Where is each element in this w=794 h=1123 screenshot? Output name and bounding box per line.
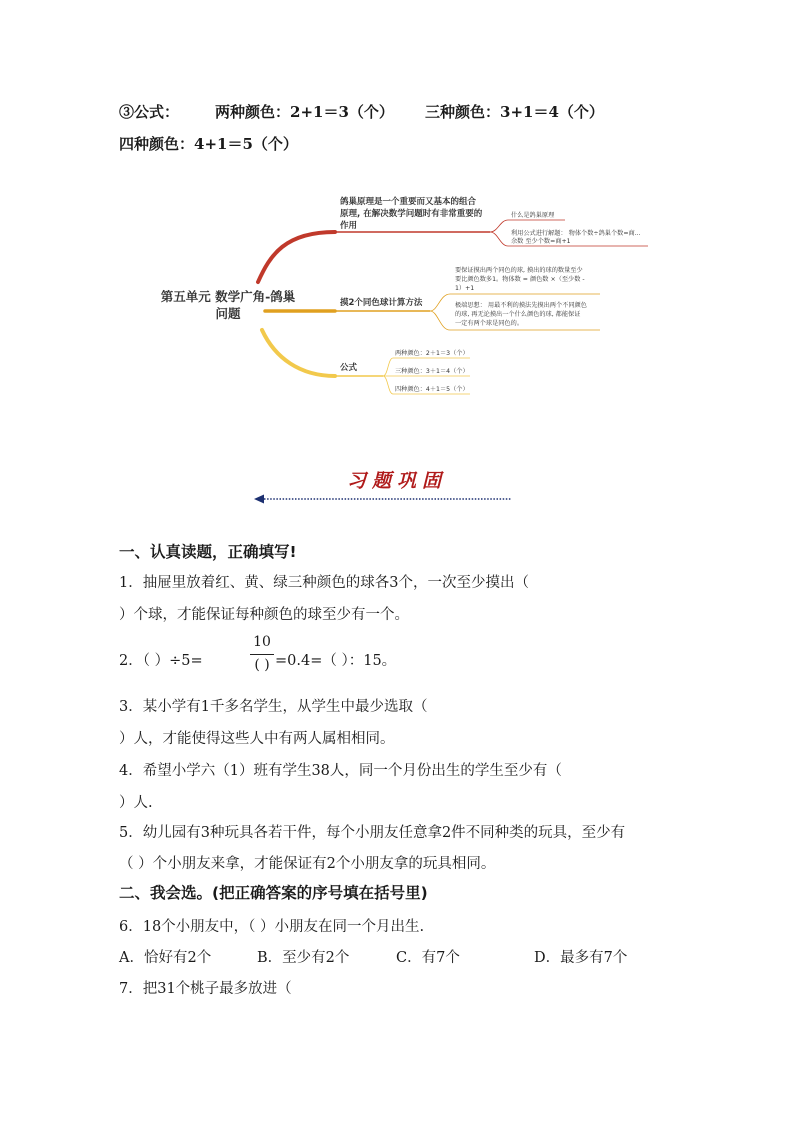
q6-stem: 6．18个小朋友中，（ ）小朋友在同一个月出生. xyxy=(119,919,425,935)
formula-label: ③公式： xyxy=(119,103,180,121)
branch2-leaf2-1: 极端思想： 用最不利的摸法先摸出两个不同颜色 xyxy=(455,302,587,309)
q5-line2: （ ）个小朋友来拿，才能保证有2个小朋友拿的玩具相同。 xyxy=(119,856,496,872)
branch1-leaf2-1: 利用公式进行解题： 物体个数÷鸽巢个数=商... xyxy=(511,230,641,237)
q5-line1: 5．幼儿园有3种玩具各若干件，每个小朋友任意拿2件不同种类的玩具，至少有 xyxy=(119,825,626,841)
branch2-leaf1-2: 要比颜色数多1。物体数 = 颜色数 ×（至少数 - xyxy=(455,276,585,283)
q3-line2: ）人，才能使得这些人中有两人属相相同。 xyxy=(119,731,395,747)
formula-two-colors: 两种颜色：2+1＝3（个） xyxy=(215,103,394,121)
branch2-leaf2-2: 的球, 再无论摸出一个什么颜色的球, 都能保证 xyxy=(455,311,581,318)
q4-line2: ）人. xyxy=(119,795,153,811)
q2-suffix: =0.4=（ ）：15。 xyxy=(275,653,397,669)
q3-line1: 3．某小学有1千多名学生，从学生中最少选取（ xyxy=(119,699,428,715)
branch1-leaf2-2: 余数 至少个数=商+1 xyxy=(511,238,571,245)
mindmap-center-line1: 第五单元 数学广角-鸽巢 xyxy=(160,289,296,304)
q7-stem: 7．把31个桃子最多放进（ xyxy=(119,981,292,997)
branch2-title: 摸2个同色球计算方法 xyxy=(340,298,423,308)
branch-red xyxy=(258,232,335,282)
q6-option-a: A．恰好有2个 xyxy=(119,950,212,966)
branch-yellow xyxy=(262,330,335,376)
q6-option-d: D．最多有7个 xyxy=(534,950,628,966)
branch1-leaf1: 什么是鸽巢原理 xyxy=(511,212,555,219)
section-header xyxy=(0,466,794,493)
branch2-leaf1-3: 1）+1 xyxy=(455,285,475,292)
q4-line1: 4．希望小学六（1）班有学生38人，同一个月份出生的学生至少有（ xyxy=(119,763,562,779)
q6-option-c: C．有7个 xyxy=(396,950,460,966)
q2-fraction-denominator: ( ) xyxy=(254,657,270,673)
mind-map xyxy=(0,0,794,420)
part2-title: 二、我会选。(把正确答案的序号填在括号里) xyxy=(119,884,428,902)
branch2-leaf1-1: 要保证摸出两个同色的球, 摸出的球的数量至少 xyxy=(455,267,583,274)
mindmap-center-line2: 问题 xyxy=(215,306,241,321)
q1-line1: 1．抽屉里放着红、黄、绿三种颜色的球各3个，一次至少摸出（ xyxy=(119,575,529,591)
section-header-arrow xyxy=(250,493,515,505)
q6-option-b: B．至少有2个 xyxy=(257,950,350,966)
q1-line2: ）个球，才能保证每种颜色的球至少有一个。 xyxy=(119,607,409,623)
q2-prefix: 2．（ ）÷5= xyxy=(119,653,203,669)
branch3-leaf-3: 四种颜色：4＋1＝5（个） xyxy=(395,386,469,393)
branch1-title-3: 作用 xyxy=(340,221,358,231)
q2-fraction-numerator: 10 xyxy=(253,634,271,650)
section-header-title: 习题巩固 xyxy=(346,470,447,492)
branch3-title: 公式 xyxy=(340,363,358,373)
branch1-title-2: 原理, 在解决数学问题时有非常重要的 xyxy=(340,209,483,219)
branch1-title-1: 鸽巢原理是一个重要而又基本的组合 xyxy=(340,197,477,207)
branch2-leaf2-3: 一定有两个球是同色的。 xyxy=(455,320,524,327)
formula-three-colors: 三种颜色：3+1＝4（个） xyxy=(425,103,604,121)
branch3-leaf-1: 两种颜色：2＋1＝3（个） xyxy=(395,350,469,357)
part1-title: 一、认真读题，正确填写! xyxy=(119,543,297,561)
q2-fraction-bar xyxy=(250,654,274,655)
formula-four-colors: 四种颜色：4+1＝5（个） xyxy=(119,135,298,153)
branch3-leaf-2: 三种颜色：3＋1＝4（个） xyxy=(395,368,469,375)
